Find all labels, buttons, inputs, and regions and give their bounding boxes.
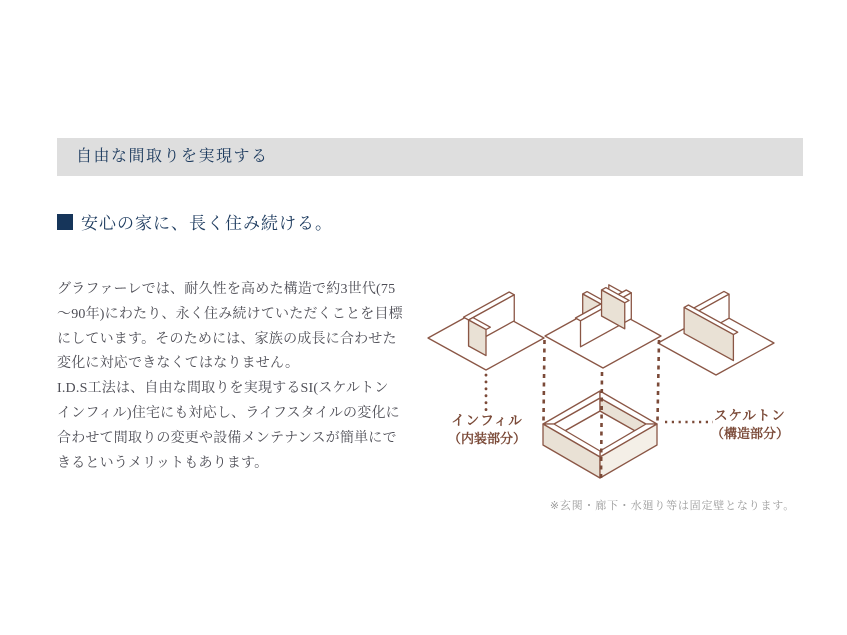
- infill-label-sub: （内装部分）: [447, 431, 526, 446]
- infill-label-title: インフィル: [451, 413, 523, 428]
- body-line: 〜90年)にわたり、永く住み続けていただくことを目標: [57, 306, 403, 322]
- body-line: 合わせて間取りの変更や設備メンテナンスが簡単にで: [57, 430, 397, 446]
- floorplan-tile-left: [428, 292, 544, 370]
- page-heading: [57, 209, 333, 234]
- isometric-diagram-graphic: [425, 283, 815, 488]
- skeleton-label: [697, 407, 803, 443]
- floorplan-tile-right: [658, 291, 774, 375]
- section-header-bar: [57, 138, 803, 176]
- section-title: 自由な間取りを実現する: [76, 148, 269, 165]
- body-paragraph: [57, 278, 403, 476]
- skeleton-label-sub: （構造部分）: [710, 426, 789, 441]
- infill-label: [427, 412, 547, 448]
- si-structure-diagram: [425, 283, 815, 488]
- floorplan-tile-middle: [545, 285, 661, 368]
- skeleton-label-title: スケルトン: [714, 408, 786, 423]
- diagram-footnote: ※玄関・廊下・水廻り等は固定壁となります。: [549, 500, 795, 512]
- heading-text: 安心の家に、長く住み続ける。: [81, 214, 333, 233]
- body-line: グラファーレでは、耐久性を高めた構造で約3世代(75: [57, 282, 396, 297]
- heading-square-icon: [57, 214, 73, 230]
- body-line: きるというメリットもあります。: [57, 455, 269, 471]
- body-line: にしています。そのためには、家族の成長に合わせた: [57, 331, 397, 347]
- skeleton-box: [543, 391, 657, 478]
- body-line: インフィル)住宅にも対応し、ライフスタイルの変化に: [57, 405, 400, 421]
- body-line: I.D.S工法は、自由な間取りを実現するSI(スケルトン: [57, 381, 389, 397]
- body-line: 変化に対応できなくてはなりません。: [57, 356, 300, 372]
